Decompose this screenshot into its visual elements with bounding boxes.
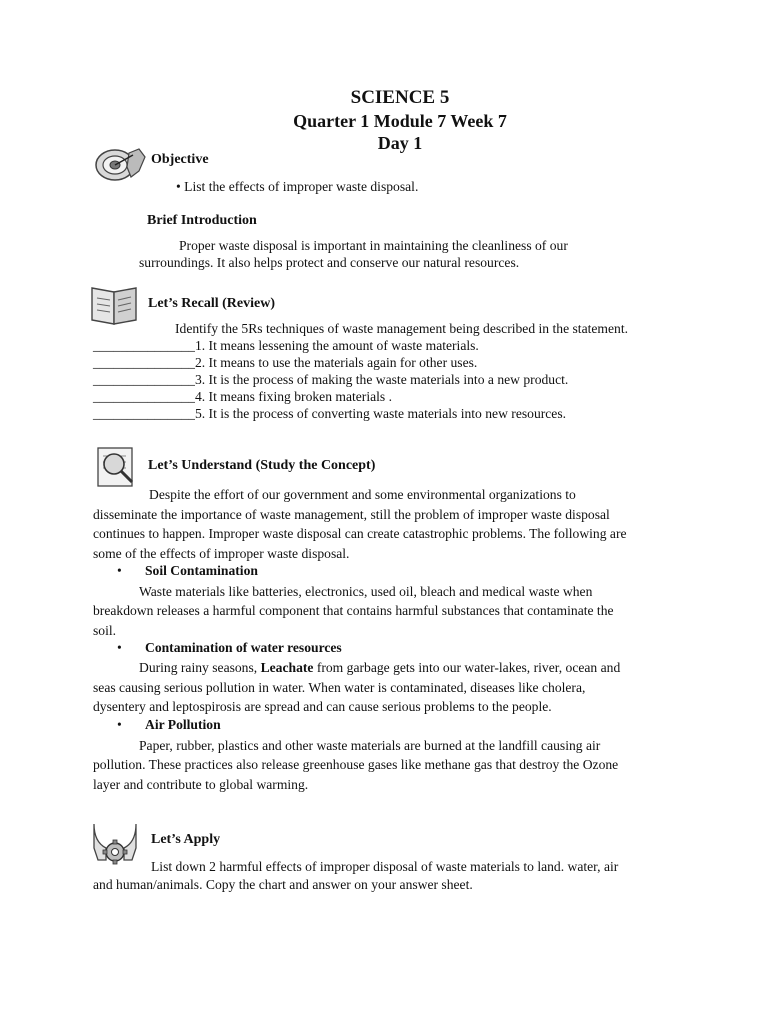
apply-line-2: and human/animals. Copy the chart and answer on your answer sheet. — [93, 877, 473, 892]
soil-line-1: Waste materials like batteries, electronics, used oil, bleach and medical waste when — [139, 584, 593, 599]
bullet-glyph: • — [117, 717, 122, 732]
objective-item: • List the effects of improper waste disposal. — [176, 179, 419, 194]
understand-heading: Let’s Understand (Study the Concept) — [148, 458, 376, 473]
document-title: SCIENCE 5 — [350, 87, 450, 108]
air-line-1: Paper, rubber, plastics and other waste materials are burned at the landfill causing air — [139, 738, 601, 753]
recall-item-5: _______________5. It is the process of converting waste materials into new resources. — [93, 406, 567, 421]
brief-intro-line-1: Proper waste disposal is important in maintaining the cleanliness of our — [179, 238, 568, 253]
apply-heading: Let’s Apply — [151, 832, 221, 847]
book-icon — [88, 282, 140, 326]
target-icon — [93, 145, 147, 185]
magnifier-document-icon — [92, 444, 144, 490]
hands-gear-icon — [88, 820, 142, 868]
apply-line-1: List down 2 harmful effects of improper disposal of waste materials to land. water, air — [151, 859, 619, 874]
soil-bullet — [117, 563, 258, 579]
brief-intro-heading: Brief Introduction — [147, 213, 257, 228]
recall-item-4: _______________4. It means fixing broken materials . — [93, 389, 393, 404]
water-heading: Contamination of water resources — [145, 640, 342, 655]
understand-intro-line-2: disseminate the importance of waste management, still the problem of improper waste disposal — [93, 506, 610, 522]
understand-intro — [93, 485, 733, 563]
recall-item-3: _______________3. It is the process of making the waste materials into a new product. — [93, 372, 569, 387]
bullet-glyph: • — [117, 563, 122, 578]
recall-instruction: Identify the 5Rs techniques of waste management being described in the statement. — [175, 321, 628, 336]
air-line-3: layer and contribute to global warming. — [93, 777, 309, 792]
recall-item-1: _______________1. It means lessening the amount of waste materials. — [93, 338, 479, 353]
bullet-glyph: • — [117, 640, 122, 655]
air-heading: Air Pollution — [145, 717, 221, 732]
air-line-2: pollution. These practices also release greenhouse gases like methane gas that destroy the Ozone — [93, 757, 619, 772]
understand-intro-line-4: some of the effects of improper waste disposal. — [93, 545, 350, 561]
recall-heading: Let’s Recall (Review) — [148, 296, 275, 311]
recall-item-2: _______________2. It means to use the materials again for other uses. — [93, 355, 478, 370]
understand-intro-line-1: Despite the effort of our government and some environmental organizations to — [149, 487, 576, 502]
water-line-1-pre: During rainy seasons, — [139, 660, 261, 675]
water-line-1 — [139, 658, 620, 678]
water-bullet — [117, 640, 342, 656]
leachate-term: Leachate — [260, 660, 314, 675]
soil-heading: Soil Contamination — [145, 563, 258, 578]
soil-line-3: soil. — [93, 623, 117, 638]
water-line-2: seas causing serious pollution in water. When water is contaminated, diseases like cholera, — [93, 680, 586, 695]
document-day: Day 1 — [377, 133, 423, 153]
document-subtitle: Quarter 1 Module 7 Week 7 — [293, 111, 507, 131]
understand-intro-line-3: continues to happen. Improper waste disposal can create catastrophic problems. The following are — [93, 526, 627, 541]
objective-heading: Objective — [151, 152, 209, 167]
water-line-1-post: from garbage gets into our water-lakes, river, ocean and — [313, 660, 621, 675]
air-bullet — [117, 717, 221, 733]
brief-intro-line-2: surroundings. It also helps protect and conserve our natural resources. — [139, 255, 520, 270]
water-line-3: dysentery and leptospirosis are spread and can cause serious problems to the people. — [93, 699, 552, 714]
soil-line-2: breakdown releases a harmful component that contains harmful substances that contaminate the — [93, 603, 614, 618]
